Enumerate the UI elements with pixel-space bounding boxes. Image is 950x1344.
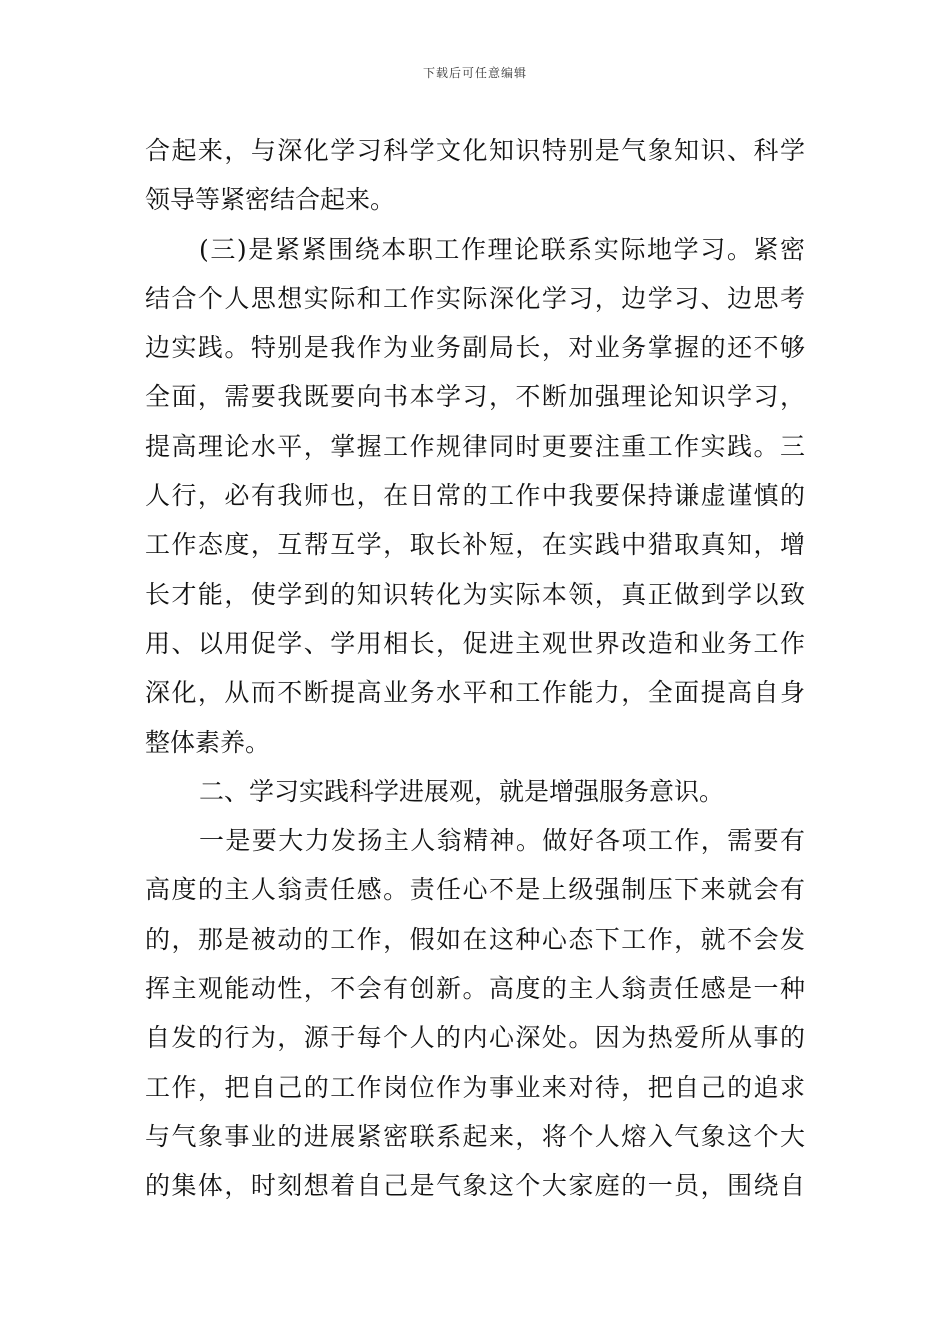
document-body <box>145 126 805 1211</box>
text-line: 结合个人思想实际和工作实际深化学习，边学习、边思考 <box>145 283 805 313</box>
text-line: 一是要大力发扬主人翁精神。做好各项工作，需要有 <box>199 826 805 856</box>
text-line: 深化，从而不断提高业务水平和工作能力，全面提高自身 <box>145 678 805 708</box>
text-line: 人行，必有我师也，在日常的工作中我要保持谦虚谨慎的 <box>145 481 805 511</box>
text-line: 边实践。特别是我作为业务副局长，对业务掌握的还不够 <box>145 333 805 363</box>
text-line: 的，那是被动的工作，假如在这种心态下工作，就不会发 <box>145 924 805 954</box>
text-line: 工作态度，互帮互学，取长补短，在实践中猎取真知，增 <box>145 530 805 560</box>
text-line: (三)是紧紧围绕本职工作理论联系实际地学习。紧密 <box>199 234 805 264</box>
text-line: 自发的行为，源于每个人的内心深处。因为热爱所从事的 <box>145 1023 805 1053</box>
text-line: 工作，把自己的工作岗位作为事业来对待，把自己的追求 <box>145 1072 805 1102</box>
text-line: 高度的主人翁责任感。责任心不是上级强制压下来就会有 <box>145 875 805 905</box>
text-line: 二、学习实践科学进展观，就是增强服务意识。 <box>199 776 725 806</box>
page-header: 下载后可任意编辑 <box>422 66 527 80</box>
text-line: 与气象事业的进展紧密联系起来，将个人熔入气象这个大 <box>145 1121 805 1151</box>
text-line: 挥主观能动性，不会有创新。高度的主人翁责任感是一种 <box>145 974 805 1004</box>
text-line: 全面，需要我既要向书本学习，不断加强理论知识学习， <box>145 382 805 412</box>
text-line: 合起来，与深化学习科学文化知识特别是气象知识、科学 <box>145 136 805 165</box>
text-line: 用、以用促学、学用相长，促进主观世界改造和业务工作 <box>145 628 805 658</box>
text-line: 提高理论水平，掌握工作规律同时更要注重工作实践。三 <box>145 431 805 461</box>
text-line: 的集体，时刻想着自己是气象这个大家庭的一员，围绕自 <box>145 1171 805 1201</box>
text-line: 长才能，使学到的知识转化为实际本领，真正做到学以致 <box>145 579 805 609</box>
text-line: 整体素养。 <box>145 727 271 757</box>
text-line: 领导等紧密结合起来。 <box>145 185 396 215</box>
